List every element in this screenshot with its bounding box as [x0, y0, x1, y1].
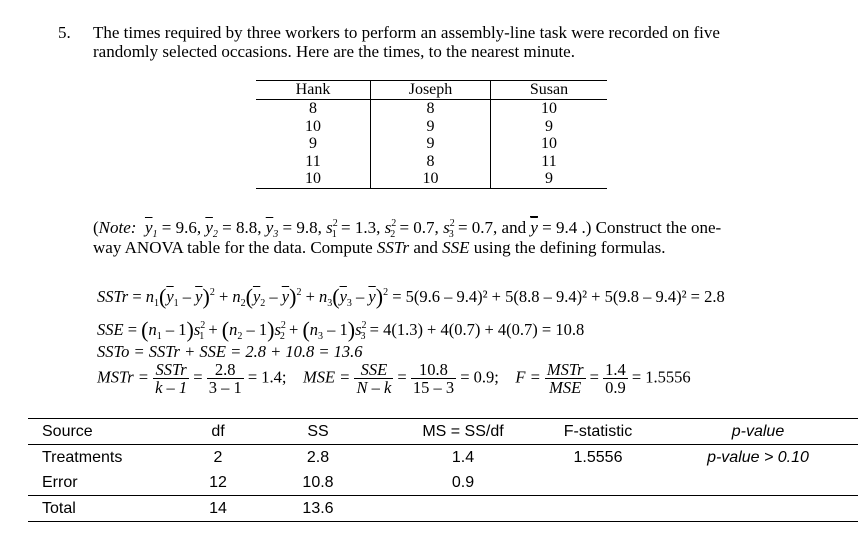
anova-table	[28, 418, 858, 522]
header-susan: Susan	[491, 81, 608, 100]
cell: 11	[305, 152, 321, 170]
problem-text-line-2: randomly selected occasions. Here are the times, to the nearest minute.	[93, 42, 575, 61]
times-table-header	[256, 81, 607, 100]
cell: 1.5556	[573, 448, 623, 466]
table-row	[256, 170, 607, 188]
anova-header-f: F-statistic	[538, 419, 658, 445]
cell: 13.6	[248, 496, 388, 522]
cell: 0.9	[451, 473, 475, 491]
table-row	[256, 135, 607, 153]
cell	[388, 496, 538, 522]
cell: 10	[256, 170, 371, 188]
anova-header-df: df	[188, 419, 248, 445]
anova-header-row	[28, 419, 858, 445]
cell: 14	[188, 496, 248, 522]
anova-header-ms: MS = SS/df	[388, 419, 538, 445]
mse-fraction: $\frac{\text{SSE}}{N - k}$	[356, 360, 392, 397]
cell	[658, 496, 858, 522]
cell: Treatments	[42, 448, 123, 466]
sse-equation: SSE = $(n_1 - 1)s^2_1 + (n_2 - 1)s^2_2 + (n_3 - 1)s^2_3 = 4(1.3) + 4(0.7) + 4(0.7) = 10.8$	[97, 317, 585, 342]
cell: 8	[371, 153, 491, 171]
note-line-1: (Note: $\overline{y}_1 = 9.6$, $\overline{y}_2 = 8.8$, $\overline{y}_3 = 9.8$, $s^2_1 = 1.3$, $s^2_2 = 0.7$, $s^2_3 = 0.7$, and $\overline{y} = 9.4$ .) Construct the one-	[93, 218, 722, 240]
cell: 8	[371, 100, 491, 118]
cell	[658, 470, 858, 496]
f-fraction: $\frac{\text{MSTr}}{\text{MSE}}$	[546, 360, 584, 397]
cell	[538, 470, 658, 496]
cell: 9	[545, 117, 553, 135]
cell: Error	[42, 473, 78, 491]
cell: p-value > 0.10	[707, 448, 809, 466]
note-line-2: way ANOVA table for the data. Compute SSTr and SSE using the defining formulas.	[93, 238, 666, 257]
cell: 10	[305, 117, 321, 135]
note-label: Note:	[98, 218, 137, 237]
problem-text-line-1: The times required by three workers to perform an assembly-line task were recorded on five	[93, 23, 720, 42]
cell: 2.8	[306, 448, 330, 466]
cell	[538, 496, 658, 522]
table-row	[28, 496, 858, 522]
cell: Total	[28, 496, 188, 522]
anova-header-source: Source	[28, 419, 188, 445]
mean-squares-equation: MSTr = $\frac{\text{SSTr}}{k - 1}$ = $\frac{2.8}{3 - 1}$ = 1.4; MSE = $\frac{\text{SSE}}{N - k}$ = $\frac{10.8}{15 - 3}$ = 0.9; F = $\frac{\text{MSTr}}{\text{MSE}}$ = $\frac{1.4}{0.9}$ = 1.5556	[97, 360, 691, 397]
table-row	[256, 118, 607, 136]
cell: 2	[213, 448, 223, 466]
sstr-equation: SSTr = $n_1(\overline{y}_1 - \overline{y})^2 + n_2(\overline{y}_2 - \overline{y})^2 + n_3(\overline{y}_3 - \overline{y})^2 = 5(9.6 - 9.4)^2 + 5(8.8 - 9.4)^2 + 5(9.8 - 9.4)^2 = 2.8$	[97, 284, 725, 309]
cell: 8	[309, 100, 317, 117]
header-joseph: Joseph	[371, 81, 491, 100]
cell: 10	[371, 170, 491, 188]
cell: 9	[309, 135, 317, 153]
times-table	[256, 80, 607, 189]
mstr-fraction: $\frac{\text{SSTr}}{k - 1}$	[155, 360, 188, 397]
cell: 9	[491, 170, 608, 188]
cell: 10	[541, 135, 557, 153]
f-fraction-values: $\frac{1.4}{0.9}$	[605, 360, 626, 397]
table-row	[28, 470, 858, 496]
cell: 9	[371, 118, 491, 136]
cell: 10	[541, 100, 557, 117]
cell: 1.4	[451, 448, 475, 466]
table-row	[256, 153, 607, 171]
header-hank: Hank	[256, 81, 371, 100]
mse-fraction-values: $\frac{10.8}{15 - 3}$	[412, 360, 455, 397]
table-row	[256, 100, 607, 118]
cell: 10.8	[302, 473, 334, 491]
anova-header-ss: SS	[248, 419, 388, 445]
problem-number: 5.	[58, 23, 71, 42]
cell: 9	[371, 135, 491, 153]
mstr-fraction-values: $\frac{2.8}{3 - 1}$	[208, 360, 242, 397]
anova-header-pvalue: p-value	[658, 419, 858, 445]
cell: 11	[541, 152, 557, 170]
ssto-equation: SSTo = SSTr + SSE = 2.8 + 10.8 = 13.6	[97, 342, 363, 361]
cell: 12	[209, 473, 227, 491]
table-row	[28, 445, 858, 471]
